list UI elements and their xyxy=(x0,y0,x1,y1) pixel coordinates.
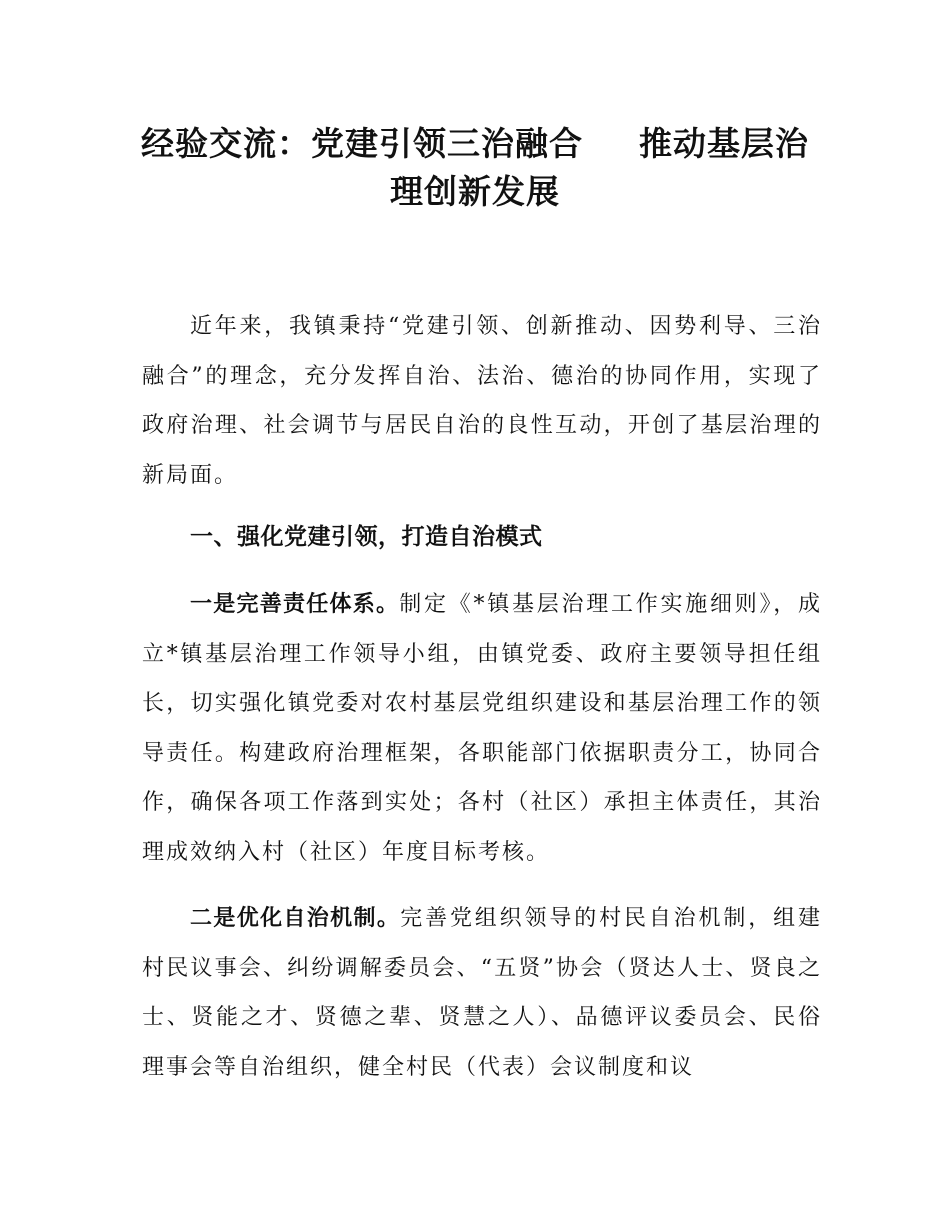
point-2-lead: 二是优化自治机制。 xyxy=(190,906,401,931)
document-title-line-2: 理创新发展 xyxy=(390,172,560,211)
section-1-heading: 一、强化党建引领，打造自治模式 xyxy=(190,524,543,550)
title-part-1: 经验交流：党建引领三治融合 xyxy=(141,124,583,163)
point-1-paragraph xyxy=(142,580,822,877)
point-1-lead: 一是完善责任体系。 xyxy=(190,592,400,617)
point-1-body: 制定《*镇基层治理工作实施细则》，成立*镇基层治理工作领导小组，由镇党委、政府主要领导担任组长，切实强化镇党委对农村基层党组织建设和基层治理工作的领导责任。构建政府治理框架，各职能部门依据职责分工，协同合作，确保各项工作落到实处；各村（社区）承担主体责任，其治理成效纳入村（社区）年度目标考核。 xyxy=(142,592,822,865)
document-title-line-1 xyxy=(120,118,830,165)
intro-paragraph: 近年来，我镇秉持“党建引领、创新推动、因势利导、三治融合”的理念，充分发挥自治、法治、德治的协同作用，实现了政府治理、社会调节与居民自治的良性互动，开创了基层治理的新局面。 xyxy=(142,314,822,488)
title-part-2: 推动基层治 xyxy=(639,124,809,163)
point-2-paragraph xyxy=(142,894,822,1134)
point-2-body: 完善党组织领导的村民自治机制，组建村民议事会、纠纷调解委员会、“五贤”协会（贤达人士、贤良之士、贤能之才、贤德之辈、贤慧之人）、品德评议委员会、民俗理事会等自治组织，健全村民（代表）会议制度和议 xyxy=(142,906,822,1080)
